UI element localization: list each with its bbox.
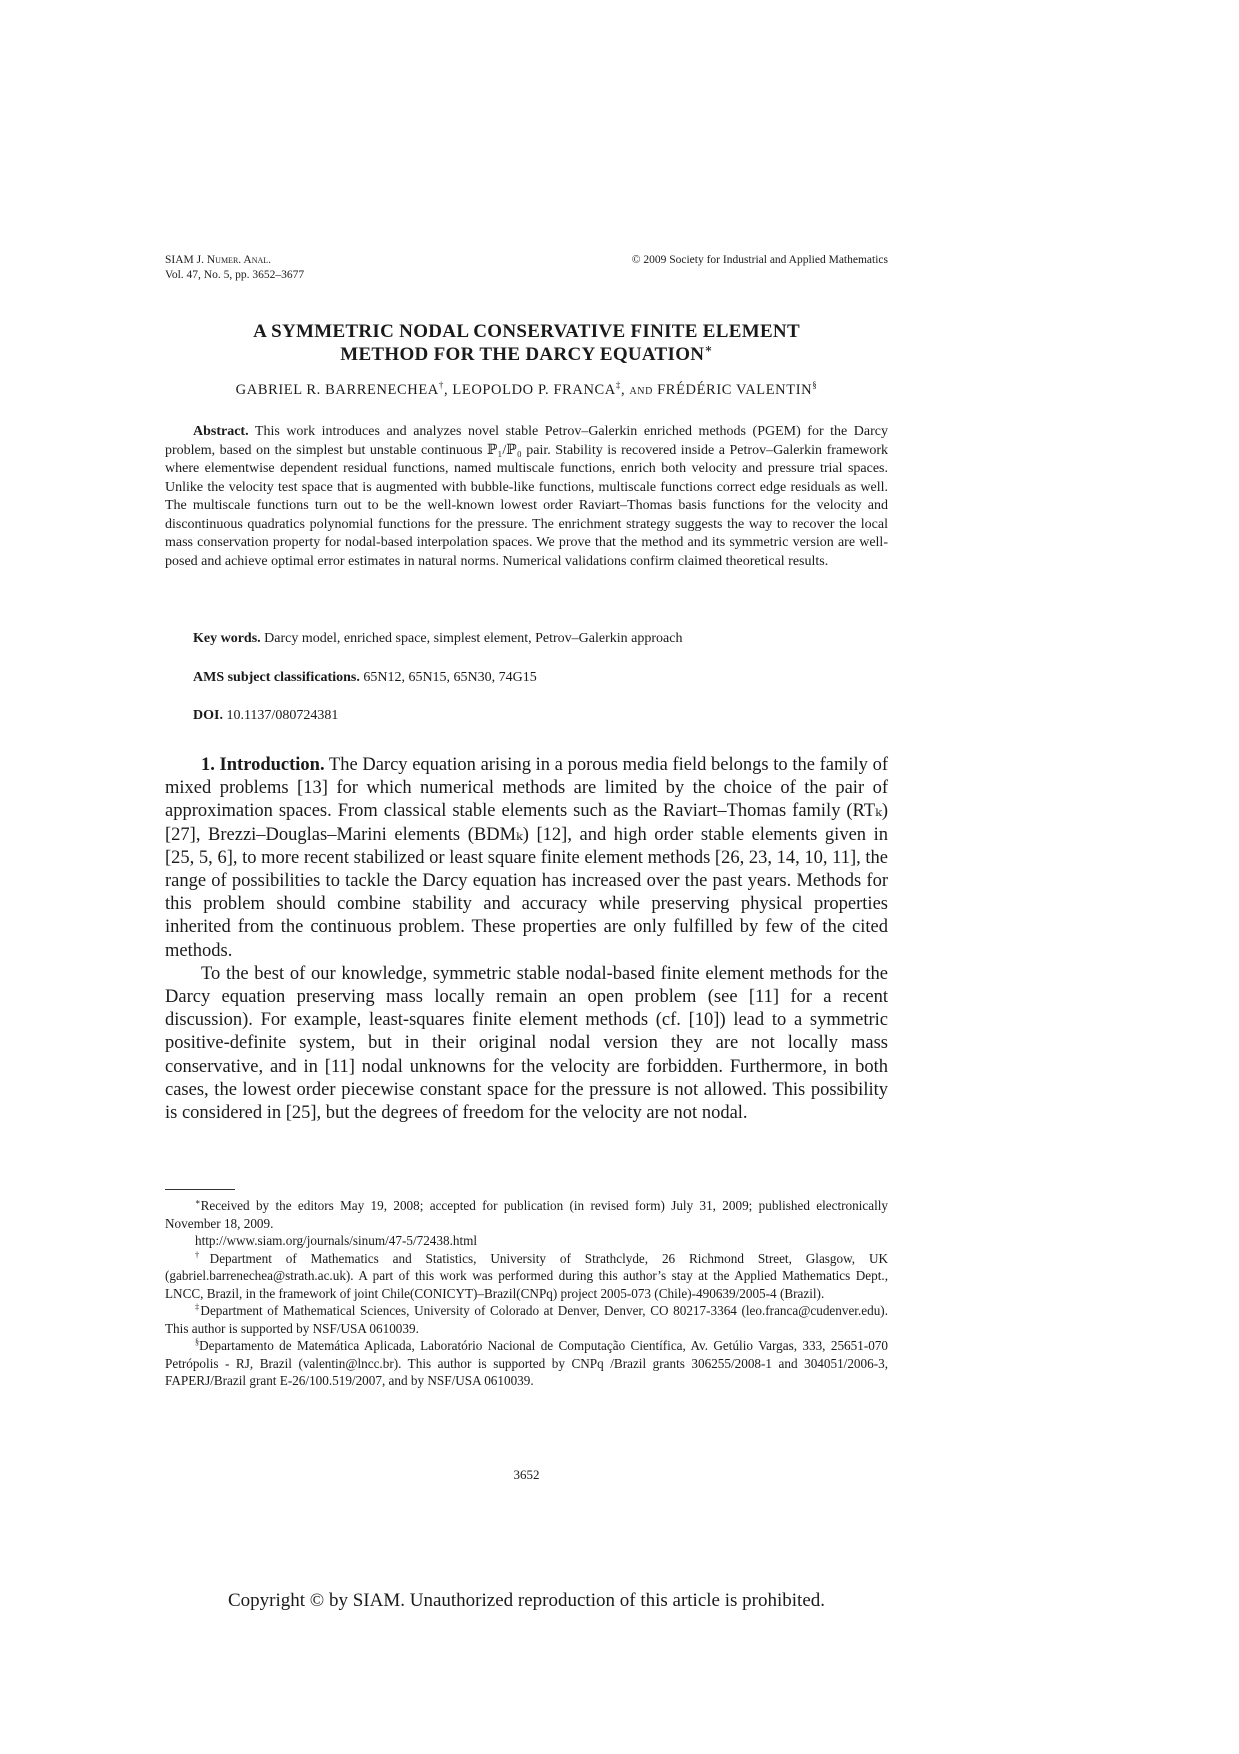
author-3-mark: §	[812, 380, 818, 391]
ams-label: AMS subject classifications.	[193, 670, 360, 685]
footnote-2	[165, 1250, 888, 1303]
footnote-1	[165, 1197, 888, 1232]
title-line-1: A SYMMETRIC NODAL CONSERVATIVE FINITE ELEMENT	[253, 321, 800, 342]
footnote-divider	[165, 1189, 235, 1190]
keywords	[193, 630, 682, 648]
abstract	[165, 423, 888, 571]
footnote-1-text: Received by the editors May 19, 2008; accepted for publication (in revised form) July 31, 2009; published electronically November 18, 2009.	[165, 1198, 888, 1231]
journal-name: SIAM J. Numer. Anal.	[165, 254, 272, 266]
abstract-label: Abstract.	[193, 424, 249, 439]
footnote-1-mark: ∗	[195, 1197, 201, 1207]
footnote-4-text: Departamento de Matemática Aplicada, Laboratório Nacional de Computação Científica, Av. Getúlio Vargas, 333, 25651-070 Petrópolis - RJ, Brazil (valentin@lncc.br). This author is supported by CNPq /Brazil grants 306255/2008-1 and 304051/2006-3, FAPERJ/Brazil grant E-26/100.519/2007, and by NSF/USA 0610039.	[165, 1338, 888, 1388]
copyright-notice: Copyright © by SIAM. Unauthorized reproduction of this article is prohibited.	[228, 1590, 825, 1611]
journal-volume: Vol. 47, No. 5, pp. 3652–3677	[165, 269, 305, 281]
journal-info	[165, 253, 304, 283]
paper-title	[165, 320, 888, 366]
doi-text: 10.1137/080724381	[226, 708, 339, 723]
intro-paragraph-1	[165, 754, 888, 963]
footnote-2-mark: †	[195, 1250, 210, 1260]
section-heading: 1. Introduction.	[201, 755, 325, 775]
author-2: LEOPOLDO P. FRANCA	[452, 382, 616, 398]
footnote-3-mark: ‡	[195, 1302, 201, 1312]
header-copyright: © 2009 Society for Industrial and Applied Mathematics	[631, 254, 888, 266]
author-2-mark: ‡	[615, 380, 621, 391]
author-list: GABRIEL R. BARRENECHEA†, LEOPOLDO P. FRANCA‡, and FRÉDÉRIC VALENTIN§	[235, 380, 818, 398]
keywords-text: Darcy model, enriched space, simplest element, Petrov–Galerkin approach	[264, 631, 683, 646]
footnote-4-mark: §	[195, 1337, 200, 1347]
footnote-4	[165, 1337, 888, 1390]
footnote-2-text: Department of Mathematics and Statistics, University of Strathclyde, 26 Richmond Street, Glasgow, UK (gabriel.barrenechea@strath.ac.uk). A part of this work was performed during this author’s stay at the Applied Mathematics Dept., LNCC, Brazil, in the framework of joint Chile(CONICYT)–Brazil(CNPq) project 2005-073 (Chile)-490639/2005-4 (Brazil).	[165, 1250, 888, 1301]
title-line-2: METHOD FOR THE DARCY EQUATION	[340, 344, 705, 365]
title-footnote-mark: ∗	[704, 342, 713, 356]
footnote-1-url[interactable]: http://www.siam.org/journals/sinum/47-5/72438.html	[195, 1233, 478, 1248]
author-1-mark: †	[438, 380, 444, 391]
footnotes	[165, 1197, 888, 1390]
ams-classifications	[193, 669, 537, 687]
ams-text: 65N12, 65N15, 65N30, 74G15	[363, 670, 537, 685]
page-number: 3652	[513, 1467, 540, 1482]
abstract-text: This work introduces and analyzes novel stable Petrov–Galerkin enriched methods (PGEM) for the Darcy problem, based on the simplest but unstable continuous ℙ₁/ℙ₀ pair. Stability is recovered inside a Petrov–Galerkin framework where elementwise dependent residual functions, named multiscale functions, enrich both velocity and pressure trial spaces. Unlike the velocity test space that is augmented with bubble-like functions, multiscale functions correct edge residuals as well. The multiscale functions turn out to be the well-known lowest order Raviart–Thomas basis functions for the velocity and discontinuous quadratics polynomial functions for the pressure. The enrichment strategy suggests the way to recover the local mass conservation property for nodal-based interpolation spaces. We prove that the method and its symmetric version are well-posed and achieve optimal error estimates in natural norms. Numerical validations confirm claimed theoretical results.	[165, 424, 888, 569]
author-3: FRÉDÉRIC VALENTIN	[657, 382, 813, 398]
intro-paragraph-1-text: The Darcy equation arising in a porous media field belongs to the family of mixed problems [13] for which numerical methods are limited by the choice of the pair of approximation spaces. From classical stable elements such as the Raviart–Thomas family (RTₖ) [27], Brezzi–Douglas–Marini elements (BDMₖ) [12], and high order stable elements given in [25, 5, 6], to more recent stabilized or least square finite element methods [26, 23, 14, 10, 11], the range of possibilities to tackle the Darcy equation has increased over the past years. Methods for this problem should combine stability and accuracy while preserving physical properties inherited from the continuous problem. These properties are only fulfilled by few of the cited methods.	[165, 755, 888, 961]
author-1: GABRIEL R. BARRENECHEA	[235, 382, 439, 398]
doi	[193, 707, 338, 725]
introduction-section	[165, 754, 888, 1125]
keywords-label: Key words.	[193, 631, 261, 646]
intro-paragraph-2: To the best of our knowledge, symmetric stable nodal-based finite element methods for the Darcy equation preserving mass locally remain an open problem (see [11] for a recent discussion). For example, least-squares finite element methods (cf. [10]) lead to a symmetric positive-definite system, but in their original nodal version they are not locally mass conservative, and in [11] nodal unknowns for the velocity are forbidden. Furthermore, in both cases, the lowest order piecewise constant space for the pressure is not allowed. This possibility is considered in [25], but the degrees of freedom for the velocity are not nodal.	[165, 963, 888, 1124]
footnote-3	[165, 1302, 888, 1337]
footnote-3-text: Department of Mathematical Sciences, University of Colorado at Denver, Denver, CO 80217-3364 (leo.franca@cudenver.edu). This author is supported by NSF/USA 0610039.	[165, 1303, 888, 1336]
author-conjunction: and	[629, 382, 653, 398]
doi-label: DOI.	[193, 708, 223, 723]
